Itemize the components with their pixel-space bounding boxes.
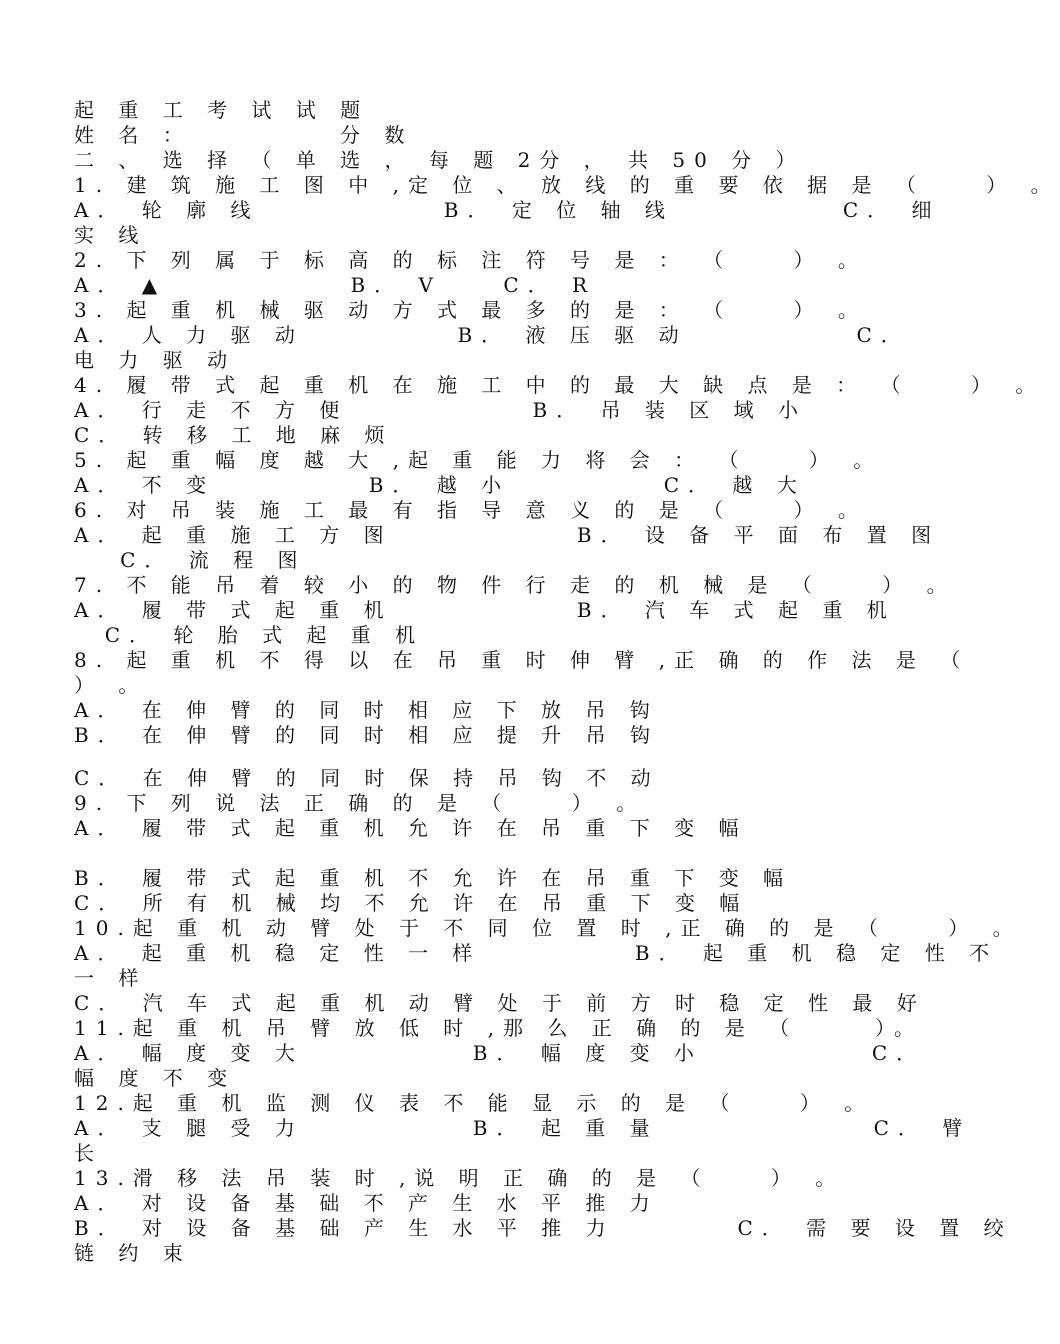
option-line: B． 履 带 式 起 重 机 不 允 许 在 吊 重 下 变 幅 (74, 866, 793, 890)
score-label: 分 数 (340, 123, 414, 147)
option-line: A． 起 重 机 稳 定 性 一 样 B． 起 重 机 稳 定 性 不 (74, 941, 999, 965)
option-line: B． 对 设 备 基 础 产 生 水 平 推 力 C． 需 要 设 置 绞 (74, 1216, 1013, 1240)
question-line: 13.滑 移 法 吊 装 时 ,说 明 正 确 的 是 （ ） 。 (74, 1166, 845, 1190)
option-line: A． ▲ B． V C． R (74, 273, 597, 297)
question-line: 10.起 重 机 动 臂 处 于 不 同 位 置 时 ,正 确 的 是 （ ） 。 (74, 916, 1022, 940)
question-line: 3. 起 重 机 械 驱 动 方 式 最 多 的 是 ： （ ） 。 (74, 298, 867, 322)
section-heading: 二 、 选 择 （ 单 选 ， 每 题 2分 ， 共 50 分 ） (74, 148, 805, 172)
question-line: 6. 对 吊 装 施 工 最 有 指 导 意 义 的 是 （ ） 。 (74, 498, 867, 522)
question-line: 11.起 重 机 吊 臂 放 低 时 ,那 么 正 确 的 是 （ ）。 (74, 1016, 923, 1040)
option-line: A． 行 走 不 方 便 B． 吊 装 区 域 小 (74, 398, 808, 422)
name-label: 姓 名 ： (74, 123, 192, 147)
option-line: A． 支 腿 受 力 B． 起 重 量 C． 臂 (74, 1116, 972, 1140)
option-line: C． 转 移 工 地 麻 烦 (74, 423, 394, 447)
option-line: C． 在 伸 臂 的 同 时 保 持 吊 钩 不 动 (74, 766, 660, 790)
question-line: 4. 履 带 式 起 重 机 在 施 工 中 的 最 大 缺 点 是 ： （ ） 。 (74, 373, 1045, 397)
question-line: 12.起 重 机 监 测 仪 表 不 能 显 示 的 是 （ ） 。 (74, 1091, 874, 1115)
question-line: 5. 起 重 幅 度 越 大 ,起 重 能 力 将 会 ： （ ） 。 (74, 448, 883, 472)
option-line: 长 (74, 1141, 103, 1165)
option-line: C． 汽 车 式 起 重 机 动 臂 处 于 前 方 时 稳 定 性 最 好 (74, 991, 926, 1015)
exam-title: 起 重 工 考 试 试 题 (74, 98, 370, 122)
option-line: C． 轮 胎 式 起 重 机 (74, 623, 425, 647)
option-line: C． 所 有 机 械 均 不 允 许 在 吊 重 下 变 幅 (74, 891, 749, 915)
option-line: C． 流 程 图 (74, 548, 307, 572)
question-line: 7. 不 能 吊 着 较 小 的 物 件 行 走 的 机 械 是 （ ） 。 (74, 573, 956, 597)
question-line: ） 。 (74, 673, 148, 697)
option-line: 幅 度 不 变 (74, 1066, 237, 1090)
question-line: 1. 建 筑 施 工 图 中 ,定 位 、 放 线 的 重 要 依 据 是 （ ） 。 (74, 173, 1060, 197)
option-line: A． 起 重 施 工 方 图 B． 设 备 平 面 布 置 图 (74, 523, 941, 547)
option-line: A． 在 伸 臂 的 同 时 相 应 下 放 吊 钩 (74, 698, 659, 722)
option-line: 电 力 驱 动 (74, 348, 237, 372)
option-line: A． 对 设 备 基 础 不 产 生 水 平 推 力 (74, 1191, 659, 1215)
option-line: B． 在 伸 臂 的 同 时 相 应 提 升 吊 钩 (74, 723, 659, 747)
question-line: 2. 下 列 属 于 标 高 的 标 注 符 号 是 ： （ ） 。 (74, 248, 867, 272)
option-line: A． 轮 廓 线 B． 定 位 轴 线 C． 细 (74, 198, 941, 222)
option-line: A． 幅 度 变 大 B． 幅 度 变 小 C． (74, 1041, 926, 1065)
option-line: A． 不 变 B． 越 小 C． 越 大 (74, 473, 806, 497)
option-line: A． 人 力 驱 动 B． 液 压 驱 动 C． (74, 323, 910, 347)
question-line: 8. 起 重 机 不 得 以 在 吊 重 时 伸 臂 ,正 确 的 作 法 是 （ (74, 648, 970, 672)
option-line: A． 履 带 式 起 重 机 B． 汽 车 式 起 重 机 (74, 598, 896, 622)
question-line: 9. 下 列 说 法 正 确 的 是 （ ） 。 (74, 791, 646, 815)
option-line: 链 约 束 (74, 1241, 192, 1265)
option-line: A． 履 带 式 起 重 机 允 许 在 吊 重 下 变 幅 (74, 816, 748, 840)
option-line: 实 线 (74, 223, 148, 247)
option-line: 一 样 (74, 966, 148, 990)
